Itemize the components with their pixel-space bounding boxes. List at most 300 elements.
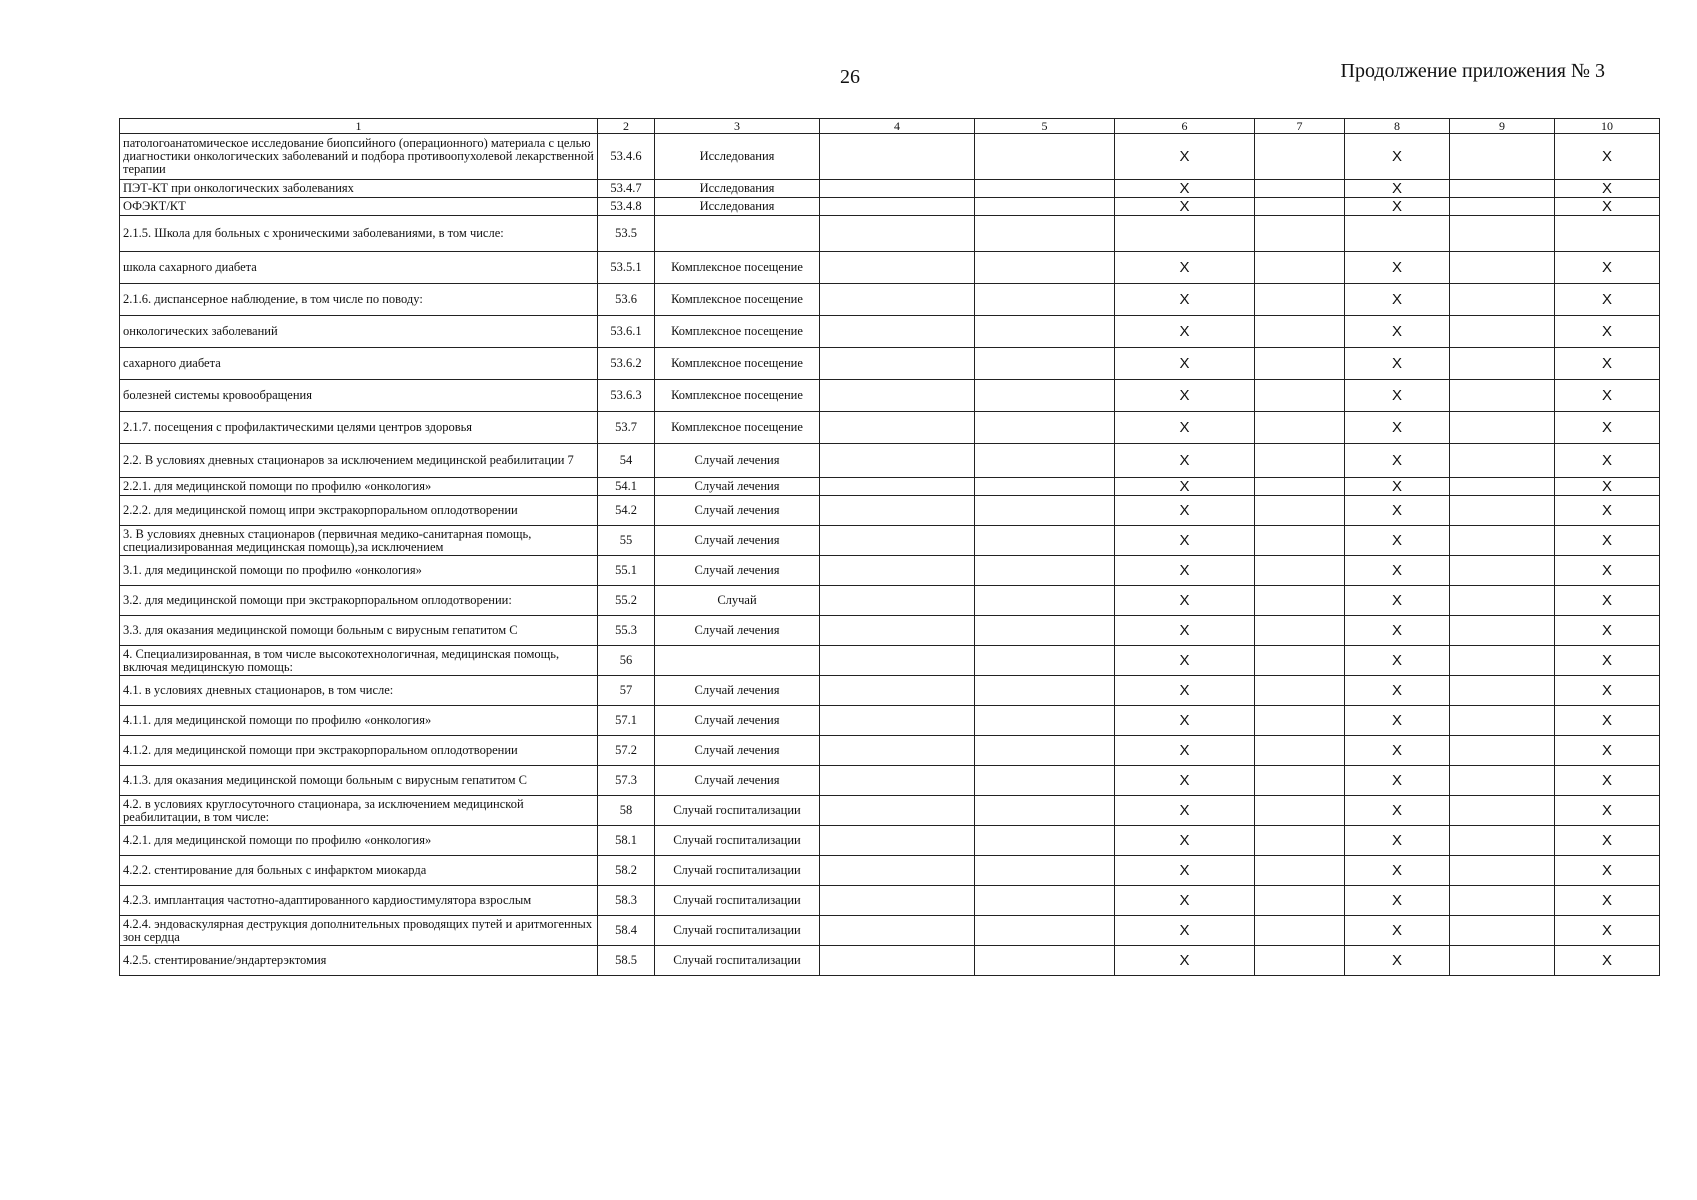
row-code: 57.1: [598, 706, 655, 736]
cell-col7: [1255, 766, 1345, 796]
cell-col4: [820, 676, 975, 706]
cell-col8: X: [1345, 348, 1450, 380]
row-unit: Случай лечения: [655, 766, 820, 796]
cell-col5: [975, 586, 1115, 616]
cell-col8: X: [1345, 916, 1450, 946]
cell-col6: X: [1115, 556, 1255, 586]
cell-col8: X: [1345, 766, 1450, 796]
cell-col9: [1450, 134, 1555, 180]
cell-col4: [820, 826, 975, 856]
cell-col9: [1450, 676, 1555, 706]
cell-col8: X: [1345, 676, 1450, 706]
cell-col7: [1255, 856, 1345, 886]
row-code: 53.4.8: [598, 198, 655, 216]
cell-col7: [1255, 412, 1345, 444]
cell-col9: [1450, 856, 1555, 886]
row-unit: Случай лечения: [655, 736, 820, 766]
cell-col6: X: [1115, 706, 1255, 736]
row-code: 55: [598, 526, 655, 556]
cell-col4: [820, 252, 975, 284]
cell-col9: [1450, 706, 1555, 736]
cell-col9: [1450, 180, 1555, 198]
table-row: [120, 134, 1660, 180]
cell-col10: X: [1555, 316, 1660, 348]
cell-col10: X: [1555, 478, 1660, 496]
cell-col10: [1555, 216, 1660, 252]
cell-col9: [1450, 478, 1555, 496]
cell-col5: [975, 444, 1115, 478]
table-row: [120, 946, 1660, 976]
row-code: 58.4: [598, 916, 655, 946]
cell-col5: [975, 946, 1115, 976]
table-row: [120, 198, 1660, 216]
cell-col4: [820, 616, 975, 646]
cell-col6: [1115, 216, 1255, 252]
cell-col8: X: [1345, 886, 1450, 916]
table-row: [120, 826, 1660, 856]
cell-col10: X: [1555, 252, 1660, 284]
row-name: 4.2. в условиях круглосуточного стационара, за исключением медицинской реабилитации, в том числе:: [120, 796, 598, 826]
row-name: ПЭТ-КТ при онкологических заболеваниях: [120, 180, 598, 198]
cell-col8: X: [1345, 198, 1450, 216]
cell-col5: [975, 380, 1115, 412]
cell-col8: X: [1345, 706, 1450, 736]
table-row: [120, 380, 1660, 412]
row-unit: Комплексное посещение: [655, 380, 820, 412]
cell-col9: [1450, 412, 1555, 444]
cell-col5: [975, 252, 1115, 284]
cell-col10: X: [1555, 412, 1660, 444]
cell-col8: X: [1345, 478, 1450, 496]
row-unit: Комплексное посещение: [655, 252, 820, 284]
cell-col5: [975, 316, 1115, 348]
row-code: 53.4.7: [598, 180, 655, 198]
cell-col5: [975, 886, 1115, 916]
col-header: 4: [820, 119, 975, 134]
cell-col10: X: [1555, 496, 1660, 526]
cell-col8: X: [1345, 556, 1450, 586]
cell-col8: X: [1345, 180, 1450, 198]
row-name: 2.1.5. Школа для больных с хроническими заболеваниями, в том числе:: [120, 216, 598, 252]
table-row: [120, 216, 1660, 252]
cell-col10: X: [1555, 946, 1660, 976]
cell-col10: X: [1555, 646, 1660, 676]
cell-col5: [975, 796, 1115, 826]
table-row: [120, 180, 1660, 198]
cell-col8: X: [1345, 616, 1450, 646]
cell-col4: [820, 348, 975, 380]
cell-col7: [1255, 796, 1345, 826]
cell-col7: [1255, 180, 1345, 198]
cell-col9: [1450, 556, 1555, 586]
cell-col10: X: [1555, 348, 1660, 380]
cell-col4: [820, 316, 975, 348]
cell-col10: X: [1555, 706, 1660, 736]
col-header: 9: [1450, 119, 1555, 134]
cell-col5: [975, 736, 1115, 766]
cell-col10: X: [1555, 586, 1660, 616]
cell-col9: [1450, 526, 1555, 556]
col-header: 10: [1555, 119, 1660, 134]
row-code: 56: [598, 646, 655, 676]
cell-col10: X: [1555, 134, 1660, 180]
cell-col8: X: [1345, 586, 1450, 616]
cell-col5: [975, 556, 1115, 586]
cell-col8: X: [1345, 134, 1450, 180]
col-header: 8: [1345, 119, 1450, 134]
cell-col4: [820, 412, 975, 444]
cell-col8: X: [1345, 380, 1450, 412]
cell-col10: X: [1555, 676, 1660, 706]
row-unit: [655, 646, 820, 676]
cell-col10: X: [1555, 380, 1660, 412]
cell-col7: [1255, 496, 1345, 526]
data-table: [119, 118, 1660, 976]
cell-col4: [820, 766, 975, 796]
row-unit: Случай лечения: [655, 616, 820, 646]
cell-col6: X: [1115, 766, 1255, 796]
cell-col10: X: [1555, 198, 1660, 216]
cell-col5: [975, 646, 1115, 676]
row-code: 55.1: [598, 556, 655, 586]
row-name: онкологических заболеваний: [120, 316, 598, 348]
cell-col7: [1255, 556, 1345, 586]
cell-col8: X: [1345, 252, 1450, 284]
table-row: [120, 316, 1660, 348]
cell-col4: [820, 886, 975, 916]
cell-col6: X: [1115, 198, 1255, 216]
row-unit: Случай лечения: [655, 496, 820, 526]
table-row: [120, 586, 1660, 616]
cell-col7: [1255, 478, 1345, 496]
cell-col4: [820, 916, 975, 946]
cell-col4: [820, 736, 975, 766]
cell-col10: X: [1555, 284, 1660, 316]
cell-col10: X: [1555, 444, 1660, 478]
cell-col5: [975, 856, 1115, 886]
cell-col10: X: [1555, 856, 1660, 886]
row-unit: Случай госпитализации: [655, 826, 820, 856]
cell-col10: X: [1555, 766, 1660, 796]
cell-col10: X: [1555, 916, 1660, 946]
cell-col8: X: [1345, 736, 1450, 766]
cell-col9: [1450, 796, 1555, 826]
row-unit: Комплексное посещение: [655, 348, 820, 380]
cell-col7: [1255, 886, 1345, 916]
cell-col5: [975, 526, 1115, 556]
cell-col5: [975, 134, 1115, 180]
cell-col6: X: [1115, 316, 1255, 348]
cell-col4: [820, 180, 975, 198]
cell-col7: [1255, 134, 1345, 180]
cell-col9: [1450, 380, 1555, 412]
row-code: 53.6: [598, 284, 655, 316]
cell-col5: [975, 766, 1115, 796]
table-row: [120, 616, 1660, 646]
row-code: 58.1: [598, 826, 655, 856]
cell-col9: [1450, 444, 1555, 478]
cell-col4: [820, 646, 975, 676]
cell-col6: X: [1115, 946, 1255, 976]
cell-col5: [975, 216, 1115, 252]
row-name: 4.2.1. для медицинской помощи по профилю «онкология»: [120, 826, 598, 856]
cell-col7: [1255, 916, 1345, 946]
row-unit: Случай госпитализации: [655, 946, 820, 976]
cell-col4: [820, 216, 975, 252]
row-unit: Исследования: [655, 134, 820, 180]
cell-col8: [1345, 216, 1450, 252]
cell-col5: [975, 706, 1115, 736]
cell-col5: [975, 478, 1115, 496]
row-name: 3.3. для оказания медицинской помощи больным с вирусным гепатитом С: [120, 616, 598, 646]
row-name: 2.2. В условиях дневных стационаров за исключением медицинской реабилитации 7: [120, 444, 598, 478]
cell-col6: X: [1115, 616, 1255, 646]
row-name: 2.1.6. диспансерное наблюдение, в том числе по поводу:: [120, 284, 598, 316]
cell-col9: [1450, 284, 1555, 316]
cell-col6: X: [1115, 412, 1255, 444]
row-code: 58.2: [598, 856, 655, 886]
row-name: 4.2.4. эндоваскулярная деструкция дополнительных проводящих путей и аритмогенных зон сердца: [120, 916, 598, 946]
row-name: 4.2.2. стентирование для больных с инфарктом миокарда: [120, 856, 598, 886]
cell-col7: [1255, 676, 1345, 706]
cell-col8: X: [1345, 646, 1450, 676]
cell-col4: [820, 496, 975, 526]
cell-col7: [1255, 216, 1345, 252]
cell-col7: [1255, 380, 1345, 412]
cell-col10: X: [1555, 796, 1660, 826]
row-name: 4.1.1. для медицинской помощи по профилю «онкология»: [120, 706, 598, 736]
cell-col5: [975, 284, 1115, 316]
row-unit: Случай лечения: [655, 706, 820, 736]
cell-col8: X: [1345, 412, 1450, 444]
row-unit: Случай лечения: [655, 556, 820, 586]
cell-col10: X: [1555, 526, 1660, 556]
cell-col9: [1450, 916, 1555, 946]
row-name: 4.1.2. для медицинской помощи при экстракорпоральном оплодотворении: [120, 736, 598, 766]
col-header: 1: [120, 119, 598, 134]
cell-col10: X: [1555, 886, 1660, 916]
cell-col9: [1450, 646, 1555, 676]
table-row: [120, 284, 1660, 316]
col-header: 3: [655, 119, 820, 134]
cell-col7: [1255, 348, 1345, 380]
cell-col6: X: [1115, 586, 1255, 616]
row-unit: Случай госпитализации: [655, 916, 820, 946]
row-code: 53.7: [598, 412, 655, 444]
cell-col6: X: [1115, 736, 1255, 766]
cell-col5: [975, 616, 1115, 646]
row-unit: Случай госпитализации: [655, 856, 820, 886]
cell-col8: X: [1345, 526, 1450, 556]
cell-col9: [1450, 946, 1555, 976]
cell-col4: [820, 706, 975, 736]
row-unit: [655, 216, 820, 252]
row-code: 55.3: [598, 616, 655, 646]
table-row: [120, 766, 1660, 796]
row-name: 4.2.5. стентирование/эндартерэктомия: [120, 946, 598, 976]
cell-col4: [820, 796, 975, 826]
col-header: 6: [1115, 119, 1255, 134]
row-name: 4.1.3. для оказания медицинской помощи больным с вирусным гепатитом С: [120, 766, 598, 796]
row-code: 53.6.1: [598, 316, 655, 348]
cell-col6: X: [1115, 796, 1255, 826]
cell-col6: X: [1115, 916, 1255, 946]
cell-col5: [975, 676, 1115, 706]
cell-col6: X: [1115, 444, 1255, 478]
table-row: [120, 252, 1660, 284]
cell-col4: [820, 380, 975, 412]
cell-col6: X: [1115, 496, 1255, 526]
cell-col9: [1450, 616, 1555, 646]
cell-col6: X: [1115, 478, 1255, 496]
cell-col5: [975, 916, 1115, 946]
col-header: 5: [975, 119, 1115, 134]
row-name: патологоанатомическое исследование биопсийного (операционного) материала с целью диагностики онкологических заболеваний и подбора противоопухолевой лекарственной терапии: [120, 134, 598, 180]
cell-col5: [975, 496, 1115, 526]
table-row: [120, 496, 1660, 526]
table-row: [120, 444, 1660, 478]
row-unit: Комплексное посещение: [655, 284, 820, 316]
cell-col8: X: [1345, 316, 1450, 348]
cell-col10: X: [1555, 736, 1660, 766]
cell-col6: X: [1115, 380, 1255, 412]
row-code: 57.3: [598, 766, 655, 796]
cell-col5: [975, 180, 1115, 198]
table-row: [120, 856, 1660, 886]
row-name: сахарного диабета: [120, 348, 598, 380]
row-name: ОФЭКТ/КТ: [120, 198, 598, 216]
cell-col4: [820, 478, 975, 496]
cell-col4: [820, 444, 975, 478]
table-row: [120, 796, 1660, 826]
cell-col6: X: [1115, 252, 1255, 284]
cell-col4: [820, 134, 975, 180]
row-code: 58.3: [598, 886, 655, 916]
cell-col4: [820, 586, 975, 616]
cell-col10: X: [1555, 826, 1660, 856]
row-unit: Комплексное посещение: [655, 412, 820, 444]
row-name: 2.1.7. посещения с профилактическими целями центров здоровья: [120, 412, 598, 444]
row-code: 55.2: [598, 586, 655, 616]
row-unit: Комплексное посещение: [655, 316, 820, 348]
table-row: [120, 736, 1660, 766]
cell-col10: X: [1555, 180, 1660, 198]
cell-col7: [1255, 198, 1345, 216]
cell-col9: [1450, 886, 1555, 916]
row-unit: Случай: [655, 586, 820, 616]
cell-col7: [1255, 946, 1345, 976]
cell-col9: [1450, 826, 1555, 856]
row-code: 57: [598, 676, 655, 706]
cell-col8: X: [1345, 856, 1450, 886]
row-name: 4. Специализированная, в том числе высокотехнологичная, медицинская помощь, включая медицинскую помощь:: [120, 646, 598, 676]
cell-col8: X: [1345, 496, 1450, 526]
row-code: 53.5: [598, 216, 655, 252]
row-unit: Случай лечения: [655, 478, 820, 496]
cell-col5: [975, 412, 1115, 444]
cell-col8: X: [1345, 444, 1450, 478]
table-row: [120, 886, 1660, 916]
row-code: 57.2: [598, 736, 655, 766]
row-unit: Случай лечения: [655, 676, 820, 706]
cell-col9: [1450, 766, 1555, 796]
table-row: [120, 706, 1660, 736]
cell-col6: X: [1115, 856, 1255, 886]
cell-col4: [820, 526, 975, 556]
cell-col6: X: [1115, 646, 1255, 676]
cell-col10: X: [1555, 556, 1660, 586]
table-row: [120, 526, 1660, 556]
cell-col7: [1255, 616, 1345, 646]
row-name: болезней системы кровообращения: [120, 380, 598, 412]
cell-col9: [1450, 348, 1555, 380]
cell-col5: [975, 348, 1115, 380]
row-unit: Случай лечения: [655, 526, 820, 556]
cell-col7: [1255, 706, 1345, 736]
row-name: 4.2.3. имплантация частотно-адаптированного кардиостимулятора взрослым: [120, 886, 598, 916]
row-name: 3. В условиях дневных стационаров (первичная медико-санитарная помощь, специализированная медицинская помощь),за исключением: [120, 526, 598, 556]
table-row: [120, 348, 1660, 380]
row-name: 2.2.1. для медицинской помощи по профилю «онкология»: [120, 478, 598, 496]
cell-col9: [1450, 736, 1555, 766]
row-name: 3.2. для медицинской помощи при экстракорпоральном оплодотворении:: [120, 586, 598, 616]
cell-col9: [1450, 316, 1555, 348]
row-name: школа сахарного диабета: [120, 252, 598, 284]
cell-col7: [1255, 736, 1345, 766]
cell-col4: [820, 946, 975, 976]
cell-col5: [975, 198, 1115, 216]
row-code: 54.2: [598, 496, 655, 526]
cell-col9: [1450, 252, 1555, 284]
cell-col6: X: [1115, 180, 1255, 198]
cell-col9: [1450, 198, 1555, 216]
table-row: [120, 646, 1660, 676]
table-row: [120, 412, 1660, 444]
row-code: 54.1: [598, 478, 655, 496]
cell-col7: [1255, 826, 1345, 856]
cell-col4: [820, 198, 975, 216]
appendix-note: Продолжение приложения № 3: [1340, 60, 1605, 82]
row-code: 58.5: [598, 946, 655, 976]
cell-col7: [1255, 444, 1345, 478]
row-unit: Случай лечения: [655, 444, 820, 478]
cell-col4: [820, 284, 975, 316]
cell-col7: [1255, 586, 1345, 616]
cell-col6: X: [1115, 284, 1255, 316]
cell-col7: [1255, 646, 1345, 676]
col-header: 7: [1255, 119, 1345, 134]
row-code: 58: [598, 796, 655, 826]
col-header: 2: [598, 119, 655, 134]
page-number: 26: [840, 66, 860, 88]
cell-col10: X: [1555, 616, 1660, 646]
cell-col6: X: [1115, 826, 1255, 856]
cell-col8: X: [1345, 946, 1450, 976]
row-code: 53.4.6: [598, 134, 655, 180]
table-row: [120, 676, 1660, 706]
cell-col5: [975, 826, 1115, 856]
row-unit: Случай госпитализации: [655, 796, 820, 826]
cell-col8: X: [1345, 796, 1450, 826]
cell-col9: [1450, 496, 1555, 526]
cell-col6: X: [1115, 134, 1255, 180]
cell-col7: [1255, 252, 1345, 284]
cell-col8: X: [1345, 284, 1450, 316]
cell-col6: X: [1115, 886, 1255, 916]
table-row: [120, 556, 1660, 586]
cell-col9: [1450, 586, 1555, 616]
row-unit: Исследования: [655, 180, 820, 198]
